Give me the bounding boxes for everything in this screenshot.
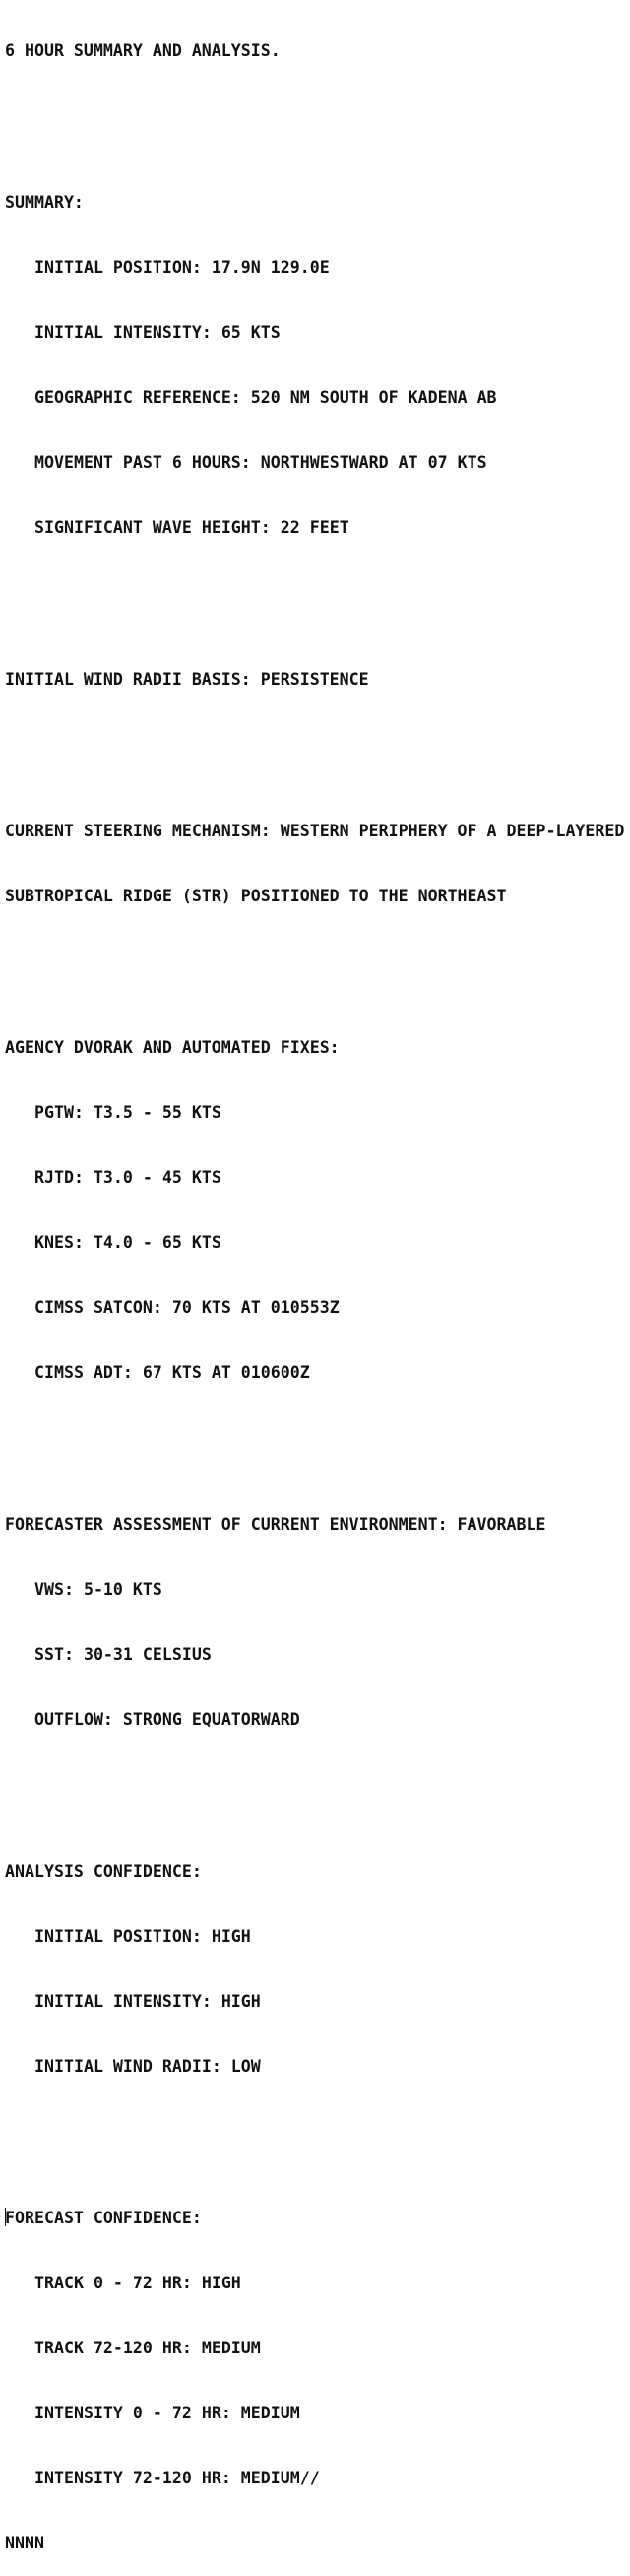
blank-line: [5, 582, 624, 604]
steering-line-2: SUBTROPICAL RIDGE (STR) POSITIONED TO THE NORTHEAST: [5, 887, 507, 905]
fix-pgtw: PGTW: T3.5 - 55 KTS: [34, 1103, 221, 1122]
blank-line: [5, 951, 624, 972]
forecast-track-0-72: TRACK 0 - 72 HR: HIGH: [34, 2274, 241, 2292]
end-marker: NNNN: [5, 2534, 44, 2552]
fix-knes: KNES: T4.0 - 65 KTS: [34, 1233, 221, 1252]
analysis-confidence-wind-radii: INITIAL WIND RADII: LOW: [34, 2057, 261, 2076]
summary-heading: SUMMARY:: [5, 193, 84, 212]
analysis-confidence-position: INITIAL POSITION: HIGH: [34, 1927, 251, 1946]
environment-sst: SST: 30-31 CELSIUS: [34, 1645, 212, 1664]
summary-initial-intensity: INITIAL INTENSITY: 65 KTS: [34, 323, 281, 342]
environment-heading: FORECASTER ASSESSMENT OF CURRENT ENVIRONMENT: FAVORABLE: [5, 1515, 546, 1534]
blank-line: [5, 734, 624, 756]
blank-line: [5, 1774, 624, 1796]
blank-line: [5, 105, 624, 127]
analysis-confidence-intensity: INITIAL INTENSITY: HIGH: [34, 1992, 261, 2011]
wind-radii-basis: INITIAL WIND RADII BASIS: PERSISTENCE: [5, 670, 369, 689]
summary-geographic-reference: GEOGRAPHIC REFERENCE: 520 NM SOUTH OF KADENA AB: [34, 388, 497, 407]
forecast-track-72-120: TRACK 72-120 HR: MEDIUM: [34, 2339, 261, 2357]
summary-movement: MOVEMENT PAST 6 HOURS: NORTHWESTWARD AT 07 KTS: [34, 453, 487, 472]
blank-line: [5, 1427, 624, 1449]
fix-cimss-satcon: CIMSS SATCON: 70 KTS AT 010553Z: [34, 1298, 340, 1317]
report-title: 6 HOUR SUMMARY AND ANALYSIS.: [5, 41, 281, 60]
analysis-confidence-heading: ANALYSIS CONFIDENCE:: [5, 1862, 202, 1881]
steering-line-1: CURRENT STEERING MECHANISM: WESTERN PERIPHERY OF A DEEP-LAYERED: [5, 822, 625, 840]
summary-initial-position: INITIAL POSITION: 17.9N 129.0E: [34, 258, 330, 277]
forecast-intensity-0-72: INTENSITY 0 - 72 HR: MEDIUM: [34, 2404, 300, 2422]
blank-line: [5, 2121, 624, 2143]
environment-vws: VWS: 5-10 KTS: [34, 1580, 162, 1599]
summary-wave-height: SIGNIFICANT WAVE HEIGHT: 22 FEET: [34, 518, 349, 537]
forecast-intensity-72-120: INTENSITY 72-120 HR: MEDIUM//: [34, 2469, 320, 2487]
fixes-heading: AGENCY DVORAK AND AUTOMATED FIXES:: [5, 1038, 340, 1057]
fix-cimss-adt: CIMSS ADT: 67 KTS AT 010600Z: [34, 1363, 310, 1382]
forecast-confidence-heading: FORECAST CONFIDENCE:: [5, 2209, 202, 2227]
forecast-confidence-line: [5, 2208, 624, 2229]
text-document[interactable]: [5, 0, 624, 2576]
fix-rjtd: RJTD: T3.0 - 45 KTS: [34, 1168, 221, 1187]
environment-outflow: OUTFLOW: STRONG EQUATORWARD: [34, 1710, 300, 1729]
